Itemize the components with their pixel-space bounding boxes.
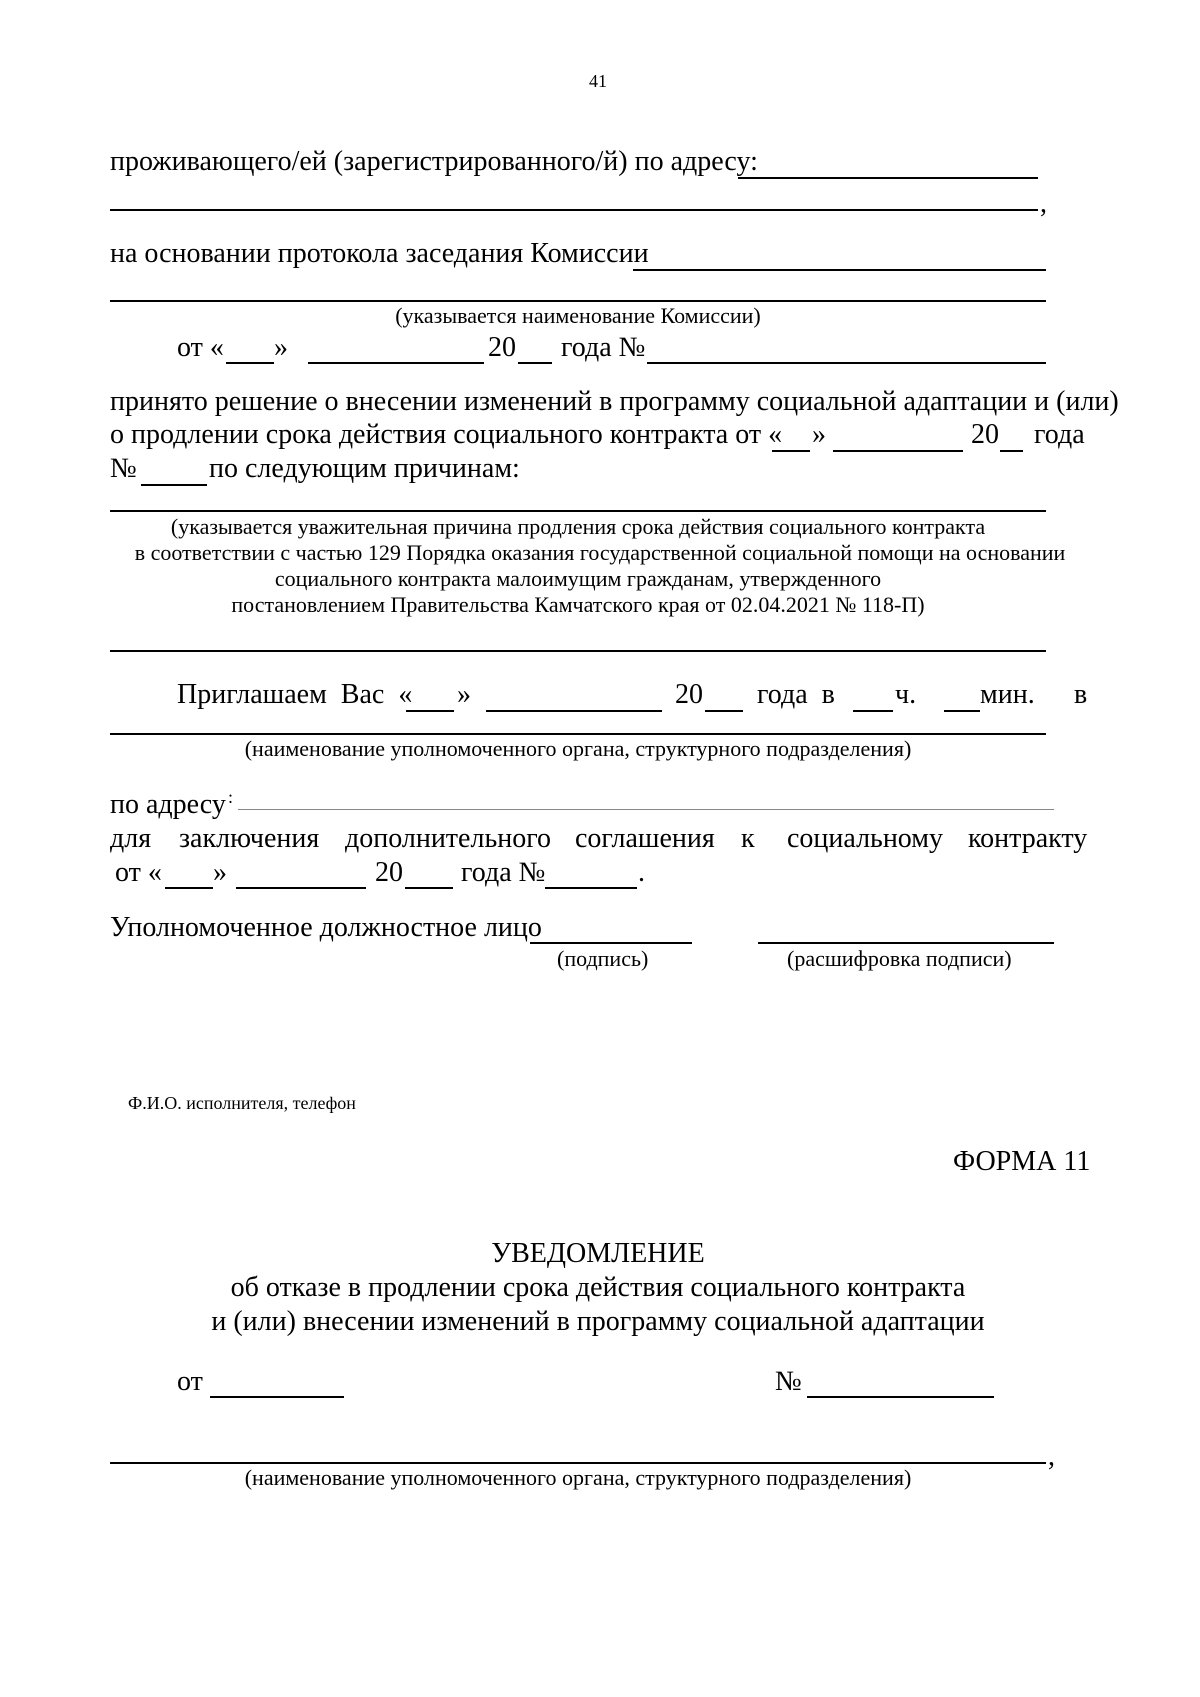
year-at-label: года в xyxy=(757,679,835,710)
contract-word: заключения xyxy=(179,823,320,854)
reason-hint-2: в соответствии с частью 129 Порядка оказания государственной социальной помощи на основании xyxy=(134,540,1066,565)
official-label: Уполномоченное должностное лицо xyxy=(110,912,542,943)
signature-decode-hint: (расшифровка подписи) xyxy=(787,946,1012,971)
contract-from-label: от « xyxy=(115,857,162,888)
hours-label: ч. xyxy=(895,679,917,710)
notice-title: УВЕДОМЛЕНИЕ xyxy=(491,1238,705,1269)
dot: . xyxy=(638,857,645,888)
address-field-line[interactable] xyxy=(738,177,1038,179)
decision-line-1: принято решение о внесении изменений в программу социальной адаптации и (или) xyxy=(110,386,1119,417)
form-label: ФОРМА 11 xyxy=(953,1146,1091,1177)
address-label: проживающего/ей (зарегистрированного/й) по адресу: xyxy=(110,146,758,177)
notice-comma: , xyxy=(1048,1441,1055,1472)
minutes-label: мин. xyxy=(980,679,1035,710)
invite-day-line[interactable] xyxy=(406,710,454,712)
number-sign: № xyxy=(110,453,137,484)
page-number: 41 xyxy=(589,71,607,91)
contract-word: социальному xyxy=(787,823,943,854)
in-label: в xyxy=(1074,679,1088,710)
contract-word: для xyxy=(110,823,152,854)
contract-day-line[interactable] xyxy=(772,450,810,452)
contract-word: к xyxy=(741,823,755,854)
notice-org-hint: (наименование уполномоченного органа, структурного подразделения) xyxy=(244,1465,912,1490)
reasons-label: по следующим причинам: xyxy=(209,453,520,484)
year-prefix-3: 20 xyxy=(675,679,703,710)
invite-month-line[interactable] xyxy=(486,710,662,712)
agreement-year-line[interactable] xyxy=(405,887,453,889)
org-hint: (наименование уполномоченного органа, структурного подразделения) xyxy=(244,736,912,761)
comma: , xyxy=(1040,188,1047,219)
executor-label: Ф.И.О. исполнителя, телефон xyxy=(128,1093,356,1113)
reason-hint-1: (указывается уважительная причина продления срока действия социального контракта xyxy=(170,514,986,539)
contract-word: контракту xyxy=(968,823,1088,854)
invite-minute-line[interactable] xyxy=(944,710,980,712)
reason-hint-4: постановлением Правительства Камчатского края от 02.04.2021 № 118-П) xyxy=(231,592,925,617)
quote-close-3: » xyxy=(457,679,471,710)
signature-line[interactable] xyxy=(530,942,692,944)
decision-line-2: о продлении срока действия социального контракта от « xyxy=(110,419,783,450)
contract-year-line[interactable] xyxy=(1000,450,1023,452)
notice-from-label: от xyxy=(177,1366,203,1397)
commission-hint: (указывается наименование Комиссии) xyxy=(395,303,761,328)
reason-field-line-2[interactable] xyxy=(110,650,1046,652)
quote-close: » xyxy=(274,332,288,363)
agreement-month-line[interactable] xyxy=(236,887,366,889)
agreement-day-line[interactable] xyxy=(165,887,213,889)
notice-date-line[interactable] xyxy=(210,1396,344,1398)
quote-close-4: » xyxy=(213,857,227,888)
agreement-number-line[interactable] xyxy=(545,887,637,889)
year-no-label: года № xyxy=(461,857,546,888)
year-prefix-2: 20 xyxy=(971,419,999,450)
date-day-line[interactable] xyxy=(226,362,274,364)
contract-word: дополнительного xyxy=(345,823,551,854)
address2-mark: : xyxy=(228,787,234,807)
date-month-line[interactable] xyxy=(308,362,484,364)
reason-hint-3: социального контракта малоимущим гражданам, утвержденного xyxy=(274,566,882,591)
signature-hint: (подпись) xyxy=(557,946,649,971)
contract-month-line[interactable] xyxy=(833,450,963,452)
notice-subtitle-2: и (или) внесении изменений в программу социальной адаптации xyxy=(211,1306,985,1337)
quote-close-2: » xyxy=(812,419,826,450)
date-from-label: от « xyxy=(177,332,224,363)
address2-field-line[interactable] xyxy=(238,809,1054,810)
protocol-number-line[interactable] xyxy=(647,362,1046,364)
contract-number-line[interactable] xyxy=(141,484,207,486)
org-field-line[interactable] xyxy=(110,733,1046,735)
invite-hour-line[interactable] xyxy=(853,710,893,712)
notice-org-line[interactable] xyxy=(110,1462,1046,1464)
signature-decode-line[interactable] xyxy=(758,942,1054,944)
protocol-label: на основании протокола заседания Комиссии xyxy=(110,238,649,269)
notice-subtitle-1: об отказе в продлении срока действия социального контракта xyxy=(230,1272,966,1303)
date-year-line[interactable] xyxy=(518,362,552,364)
protocol-field-line[interactable] xyxy=(633,269,1046,271)
invite-year-line[interactable] xyxy=(705,710,743,712)
reason-field-line[interactable] xyxy=(110,510,1046,512)
address-field-line-2[interactable] xyxy=(110,209,1038,211)
year-word-no: года № xyxy=(561,332,646,363)
notice-number-line[interactable] xyxy=(807,1396,994,1398)
year-prefix: 20 xyxy=(488,332,516,363)
contract-word: соглашения xyxy=(575,823,715,854)
year-word: года xyxy=(1034,419,1085,450)
address2-label: по адресу xyxy=(110,789,226,820)
commission-field-line[interactable] xyxy=(110,300,1046,302)
notice-no-label: № xyxy=(775,1366,802,1397)
year-prefix-4: 20 xyxy=(375,857,403,888)
invite-label: Приглашаем Вас « xyxy=(177,679,413,710)
